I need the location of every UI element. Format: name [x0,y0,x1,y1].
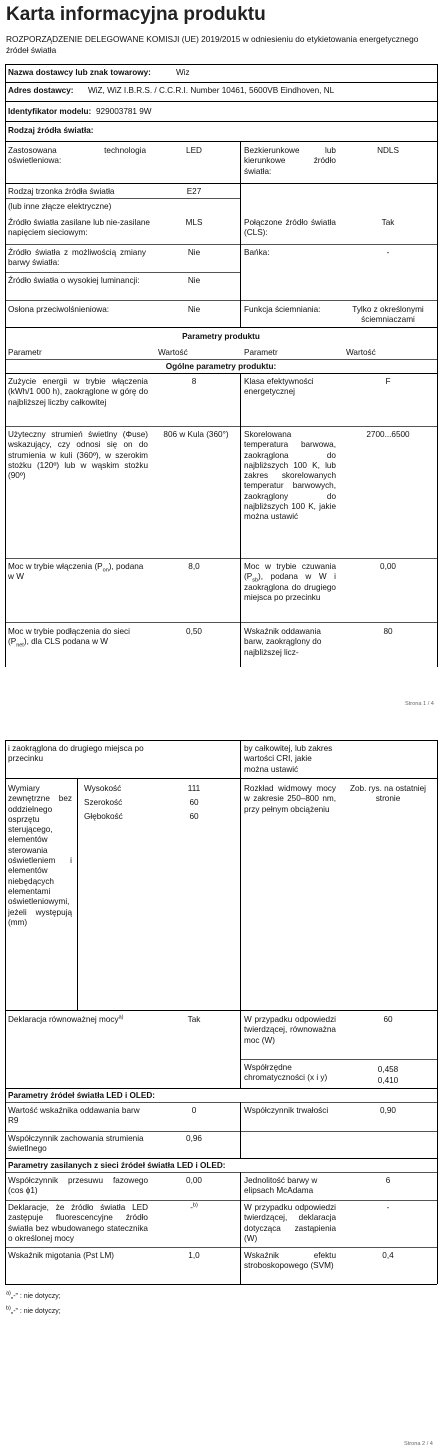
chromaticity-y: 0,410 [377,1076,399,1085]
replacement-label: Deklaracje, że źródło światła LED zastępuje fluorescencyjne źródło światła bez wbudowanego statecznika o określonej mocy [8,1203,148,1243]
page-number-1: Strona 1 / 4 [405,701,434,707]
lumen-maint-value: 0,96 [186,1134,202,1143]
dimmable-value: Tylko z określonymi ściemniaczami [352,305,424,325]
cap-label: Rodzaj trzonka źródła światła [8,187,115,196]
cls-label: Połączone źródło światła (CLS): [244,218,336,238]
supplier-name-label: Nazwa dostawcy lub znak towarowy: [8,68,151,77]
general-params-subheading: Ogólne parametry produktu: [165,362,277,371]
note-b: $^{b)}$„-” : nie dotyczy; [6,1305,61,1315]
col-value: Wartość [158,348,188,357]
pnet-continued: i zaokrąglona do drugiego miejsca po przecinku [8,744,144,764]
model-label: Identyfikator modelu: [8,107,92,116]
replacement-value: -$^{b)}$ [190,1202,198,1212]
mains-params-heading: Parametry zasilanych z sieci źródeł światła LED i OLED: [8,1161,226,1170]
cap-label-2: (lub inne złącze elektryczne) [8,202,112,211]
depth-value: 60 [189,812,199,821]
width-value: 60 [189,798,199,807]
technology-label: Zastosowana technologia oświetleniowa: [8,146,146,166]
light-source-type-heading: Rodzaj źródła światła: [8,126,94,135]
high-luminance-value: Nie [187,276,201,285]
width-label: Szerokość [84,798,123,807]
r9-value: 0 [191,1106,197,1115]
led-params-heading: Parametry źródeł światła LED i OLED: [8,1091,155,1100]
cri-label-1: Wskaźnik oddawania barw, zaokrąglony do najbliższej licz- [244,627,322,657]
svm-value: 0,4 [382,1251,394,1260]
cri-value: 80 [383,627,393,636]
psb-label: Moc w trybie czuwania $(P_{sb})$, podana w W i zaokrąglona do drugiego miejsca po przecinku [244,562,336,602]
envelope-label: Bańka: [244,248,270,257]
macadam-label: Jednolitość barwy w elipsach McAdama [244,1176,318,1196]
page-1 [0,0,442,707]
antiglare-label: Osłona przeciwolśnieniowa: [8,305,110,314]
eqp-value: Tak [187,1015,201,1024]
flicker-label: Wskaźnik migotania (Pst LM) [8,1251,115,1260]
power-factor-value: 0,00 [186,1176,202,1185]
params-heading: Parametry produktu [182,332,260,341]
envelope-value: - [386,248,390,257]
dims-label: Wymiary zewnętrzne bez oddzielnego osprzętu sterującego, elementów sterowania oświetleniem i elementów niebędących elementami oświetleniowymi, jeżeli występują (mm) [8,784,72,927]
mains-label: Źródło światła zasilane lub nie-zasilane napięciem sieciowym: [8,218,150,238]
ndls-value: NDLS [377,146,399,155]
eqp-power-label: W przypadku odpowiedzi twierdzącej, równoważna moc (W) [244,1015,336,1045]
antiglare-value: Nie [187,305,201,314]
note-a: $^{a)}$„-” : nie dotyczy; [6,1290,61,1300]
cap-value: E27 [186,187,202,196]
chromaticity-label: Współrzędne chromatyczności (x i y) [244,1063,328,1083]
height-value: 111 [187,784,201,793]
supplier-address-label: Adres dostawcy: [8,86,74,95]
pnet-value: 0,50 [186,627,202,636]
lumen-maint-label: Współczynnik zachowania strumienia świetlnego [8,1134,144,1154]
spd-value: Zob. rys. na ostatniej stronie [350,784,426,804]
height-label: Wysokość [84,784,122,793]
energy-value: 8 [191,377,197,386]
flux-label: Użyteczny strumień świetlny (Φuse) wskazujący, czy odnosi się on do strumienia w kuli (360º), w szerokim stożku (120º) lub w wąskim stożku (90º) [8,430,148,481]
dimmable-label: Funkcja ściemniania: [244,305,321,314]
class-value: F [385,377,391,386]
cct-value: 2700...6500 [366,430,410,439]
flicker-value: 1,0 [188,1251,200,1260]
supplier-name-value: Wiz [176,68,190,77]
svm-label: Wskaźnik efektu stroboskopowego (SVM) [244,1251,336,1271]
col-param-2: Parametr [244,348,278,357]
supplier-address-value: WiZ, WiZ I.B.R.S. / C.C.R.I. Number 10461, 5600VB Eindhoven, NL [88,86,335,95]
replacement-claim-value: - [386,1203,390,1212]
page-title: Karta informacyjna produktu [6,4,266,25]
page-2 [0,740,442,1449]
col-param: Parametr [8,348,42,357]
power-factor-label: Współczynnik przesuwu fazowego (cos ϕ1) [8,1176,148,1196]
flux-value: 806 w Kula (360°) [163,430,229,439]
ndls-label: Bezkierunkowe lub kierunkowe źródło światła: [244,146,336,176]
macadam-value: 6 [385,1176,391,1185]
tunable-label: Źródło światła z możliwością zmiany barwy światła: [8,248,146,268]
col-value-2: Wartość [346,348,376,357]
cri-label-2: by całkowitej, lub zakres wartości CRI, jakie można ustawić [244,744,333,774]
depth-label: Głębokość [84,812,123,821]
class-label: Klasa efektywności energetycznej [244,377,314,397]
model-value: 929003781 9W [96,107,152,116]
high-luminance-label: Źródło światła o wysokiej luminancji: [8,276,140,285]
page-number-2: Strona 2 / 4 [404,1441,433,1447]
regulation-text: ROZPORZĄDZENIE DELEGOWANE KOMISJI (UE) 2019/2015 w odniesieniu do etykietowania energetycznego źródeł światła [6,34,419,55]
tunable-value: Nie [187,248,201,257]
survival-label: Współczynnik trwałości [244,1106,329,1115]
mains-value: MLS [185,218,203,227]
survival-value: 0,90 [380,1106,396,1115]
spd-label: Rozkład widmowy mocy w zakresie 250–800 nm, przy pełnym obciążeniu [244,784,336,814]
technology-value: LED [186,146,202,155]
pon-label: Moc w trybie włączenia $(P_{on})$, podana w W [8,562,144,582]
chromaticity-x: 0,458 [377,1065,399,1074]
pnet-label: Moc w trybie podłączenia do sieci $(P_{net})$, dla CLS podana w W [8,627,130,649]
cls-value: Tak [381,218,395,227]
r9-label: Wartość wskaźnika oddawania barw R9 [8,1106,140,1126]
pon-value: 8,0 [188,562,200,571]
psb-value: 0,00 [380,562,396,571]
energy-label: Zużycie energii w trybie włączenia (kWh/1 000 h), zaokrąglone w górę do najbliższej liczby całkowitej [8,377,148,407]
replacement-claim-label: W przypadku odpowiedzi twierdzącej, deklaracja dotycząca zastąpienia (W) [244,1203,336,1243]
eqp-label: Deklaracja równoważnej mocy$^{a)}$ [8,1014,124,1024]
cct-label: Skorelowana temperatura barwowa, zaokrąglona do najbliższych 100 K, lub zakres skorelowanych temperatur barwowych, zaokrąglony do najbliższych 100 K, jakie można ustawić [244,430,336,522]
eqp-power-value: 60 [383,1015,393,1024]
